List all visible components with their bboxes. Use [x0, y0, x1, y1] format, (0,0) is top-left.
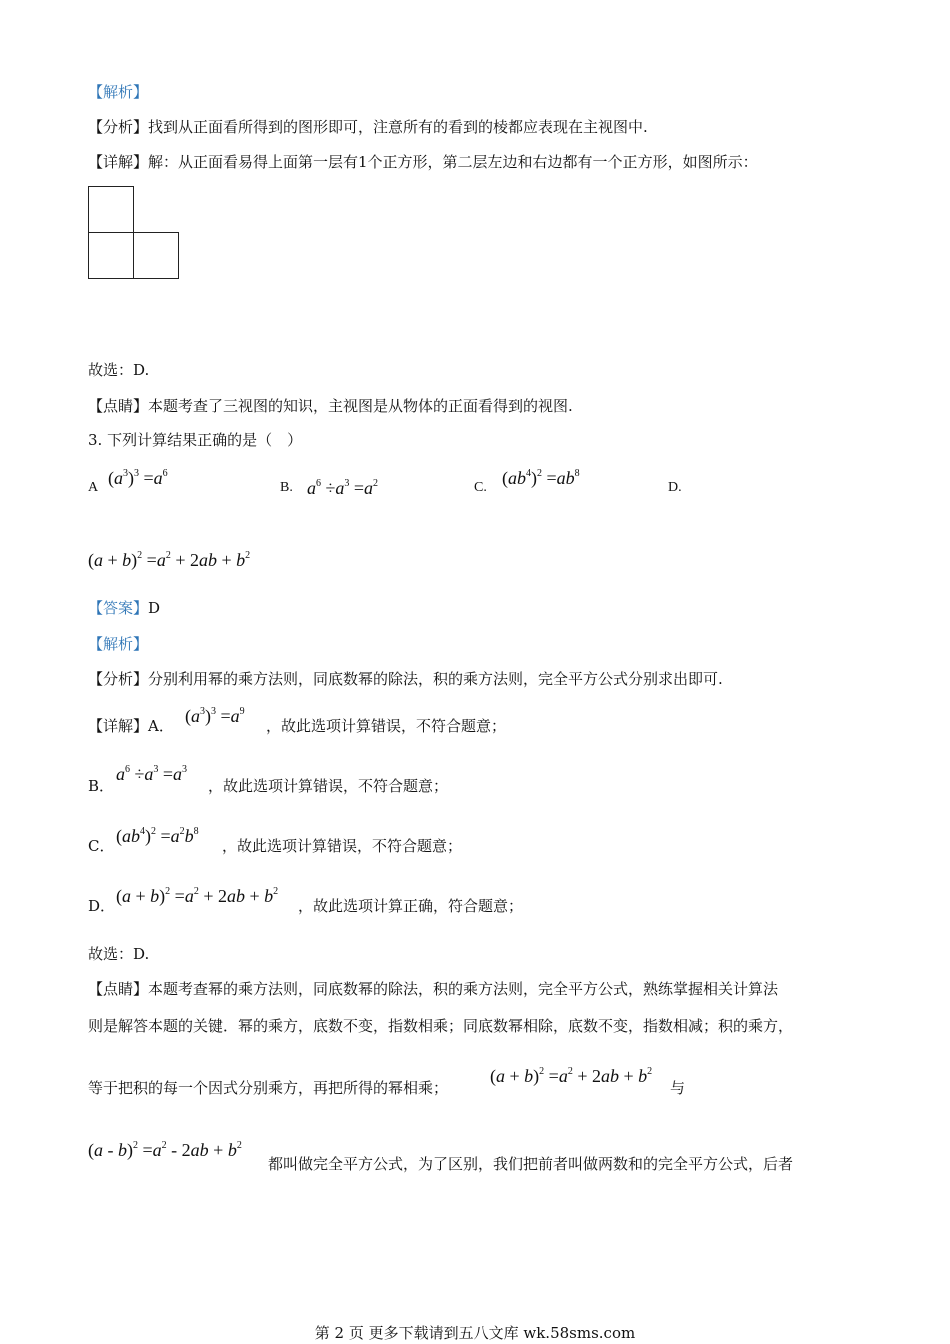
dianjing-paragraph-1	[88, 396, 573, 416]
square-top	[88, 186, 134, 233]
guxuan-1: 故选：D.	[88, 361, 150, 379]
dianjing-formula-diff: $(a - b)^2 =a^2 - 2ab + b^2$	[88, 1140, 242, 1160]
option-b-label: B.	[280, 480, 293, 495]
dianjing-line-4: 都叫做完全平方公式，为了区别，我们把前者叫做两数和的完全平方公式，后者	[268, 1155, 794, 1173]
dianjing-yu: 与	[670, 1079, 686, 1097]
option-d-label: D.	[668, 480, 682, 495]
xiangjie-a-label: A．	[148, 717, 174, 735]
dianjing-tag-2: 【点睛】	[88, 980, 149, 998]
xiangjie-tag: 【详解】	[88, 153, 149, 171]
xiangjie-a-line	[88, 716, 174, 736]
dianjing-paragraph-2	[88, 979, 778, 999]
dianjing-tag: 【点睛】	[88, 397, 149, 415]
square-bottom-left	[88, 232, 134, 279]
option-b-formula: $a^6 \div a^3 =a^2$	[307, 478, 379, 498]
option-a-label: A	[88, 480, 99, 495]
jiexi-heading: 【解析】	[88, 83, 149, 101]
fenxi-paragraph-2	[88, 669, 723, 689]
option-c-label: C.	[474, 480, 487, 495]
fenxi-paragraph	[88, 117, 648, 137]
dianjing-formula-sum: $(a + b)^2 =a^2 + 2ab + b^2$	[490, 1066, 653, 1086]
xiangjie-c-text: ，故此选项计算错误，不符合题意；	[222, 837, 463, 855]
dianjing-line-2: 则是解答本题的关键．幂的乘方，底数不变，指数相乘；同底数幂相除，底数不变，指数相减；积的乘方，	[88, 1017, 794, 1035]
xiangjie-a-text: ，故此选项计算错误，不符合题意；	[266, 717, 507, 735]
dianjing-text: 本题考查了三视图的知识，主视图是从物体的正面看得到的视图.	[148, 397, 573, 415]
xiangjie-c-formula: $(ab^4)^2 =a^2b^8$	[116, 826, 199, 846]
xiangjie-b-label: B．	[88, 777, 115, 795]
xiangjie-d-formula: $(a + b)^2 =a^2 + 2ab + b^2$	[116, 886, 279, 906]
page-footer: 第 2 页 更多下载请到五八文库 wk.58sms.com	[314, 1324, 636, 1342]
option-a-formula: $(a^3)^3 =a^6$	[108, 468, 168, 488]
xiangjie-text: 解：从正面看易得上面第一层有1个正方形，第二层左边和右边都有一个正方形，如图所示：	[148, 153, 758, 171]
fenxi-tag: 【分析】	[88, 118, 149, 136]
fenxi-text-2: 分别利用幂的乘方法则，同底数幂的除法，积的乘方法则，完全平方公式分别求出即可.	[148, 670, 723, 688]
xiangjie-b-text: ，故此选项计算错误，不符合题意；	[208, 777, 449, 795]
dianjing-line-1: 本题考查幂的乘方法则，同底数幂的除法，积的乘方法则，完全平方公式，熟练掌握相关计算法	[148, 980, 779, 998]
xiangjie-c-label: C．	[88, 837, 115, 855]
answer-value: D	[148, 599, 161, 617]
fenxi-text: 找到从正面看所得到的图形即可，注意所有的看到的棱都应表现在主视图中.	[148, 118, 648, 136]
square-bottom-right	[133, 232, 179, 279]
xiangjie-d-label: D．	[88, 897, 116, 915]
question-3-stem: 3. 下列计算结果正确的是（ ）	[88, 431, 303, 449]
xiangjie-tag-2: 【详解】	[88, 717, 149, 735]
option-c-formula: $(ab^4)^2 =ab^8$	[502, 468, 580, 488]
dianjing-line-3: 等于把积的每一个因式分别乘方，再把所得的幂相乘；	[88, 1079, 449, 1097]
xiangjie-b-formula: $a^6 \div a^3 =a^3$	[116, 764, 188, 784]
answer-line	[88, 598, 160, 618]
guxuan-2: 故选：D.	[88, 945, 150, 963]
xiangjie-d-text: ，故此选项计算正确，符合题意；	[298, 897, 524, 915]
answer-tag: 【答案】	[88, 599, 149, 617]
option-d-formula: $(a + b)^2 =a^2 + 2ab + b^2$	[88, 550, 251, 570]
jiexi-heading-2: 【解析】	[88, 635, 149, 653]
fenxi-tag-2: 【分析】	[88, 670, 149, 688]
xiangjie-paragraph	[88, 152, 758, 172]
xiangjie-a-formula: $(a^3)^3 =a^9$	[185, 706, 245, 726]
